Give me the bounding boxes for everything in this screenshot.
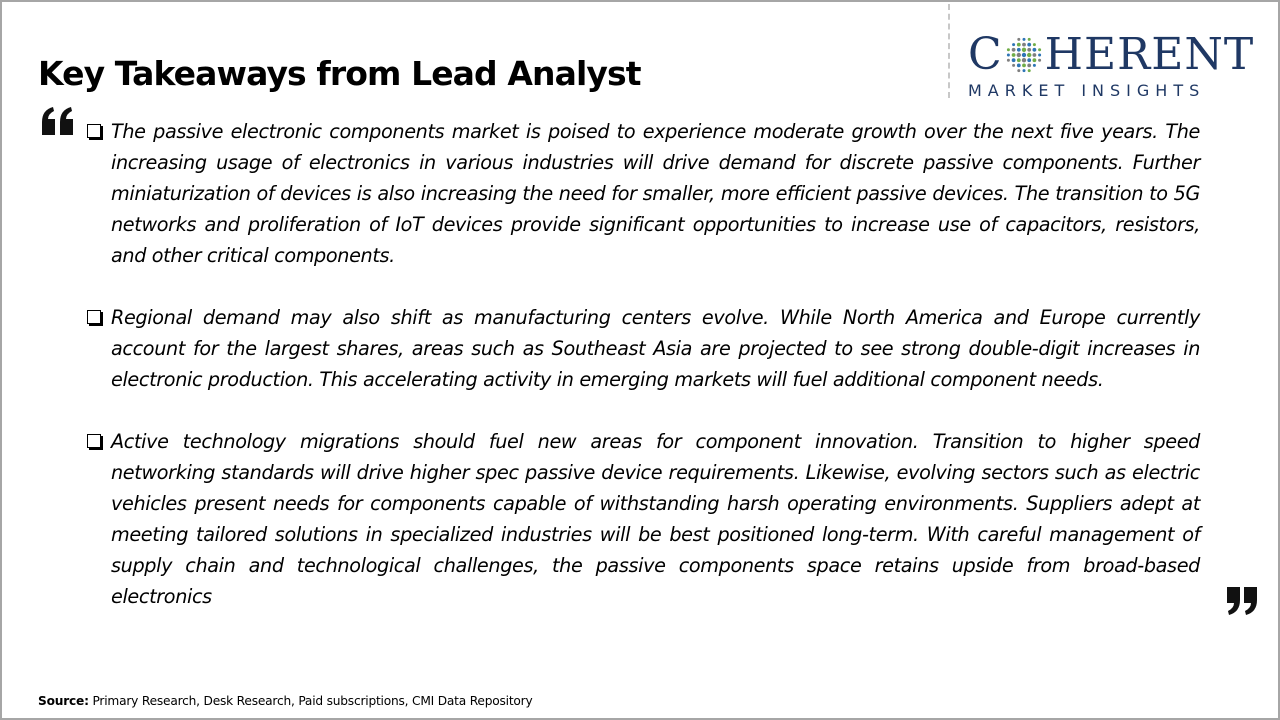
logo-dot <box>1027 53 1031 57</box>
logo-dot <box>1017 64 1021 68</box>
logo-wordmark <box>968 30 1260 80</box>
logo-divider <box>948 4 950 98</box>
logo-dot <box>1012 43 1015 46</box>
takeaway-text: The passive electronic components market is poised to experience moderate growth over the next five years. The increasing usage of electronics in various industries will drive demand for discrete passive components. Further miniaturization of devices is also increasing the need for smaller, more efficient passive devices. The transition to 5G networks and proliferation of IoT devices provide significant opportunities to increase use of capacitors, resistors, and other critical components. <box>111 120 1200 267</box>
logo-dot <box>1016 53 1020 57</box>
checkbox-bullet-icon <box>87 310 101 324</box>
source-label: Source: <box>38 694 89 708</box>
logo-dot <box>1017 69 1020 72</box>
dotted-globe-icon <box>1004 35 1044 75</box>
logo-dot <box>1017 58 1021 62</box>
logo-dot <box>1022 64 1026 68</box>
logo-dot <box>1032 58 1036 62</box>
logo-dot <box>1021 58 1025 62</box>
takeaway-text: Regional demand may also shift as manufacturing centers evolve. While North America and Europe currently account for the largest shares, areas such as Southeast Asia are projected to see strong double-digit increases in electronic production. This accelerating activity in emerging markets will fuel additional component needs. <box>111 306 1200 391</box>
page-title: Key Takeaways from Lead Analyst <box>38 54 641 94</box>
close-quote-icon <box>1224 586 1260 616</box>
logo-dot <box>1038 59 1041 62</box>
logo-dot <box>1011 58 1015 62</box>
logo-dot <box>1027 58 1031 62</box>
logo-dot <box>1027 48 1031 52</box>
logo-dot <box>1032 48 1036 52</box>
takeaway-item <box>84 302 1200 395</box>
logo-dot <box>1027 38 1030 41</box>
open-quote-icon <box>40 106 76 136</box>
logo-dot <box>1007 48 1010 51</box>
takeaway-item <box>84 426 1200 612</box>
logo-dot <box>1038 54 1041 57</box>
logo-dot <box>1012 64 1015 67</box>
logo-dot <box>1011 48 1015 52</box>
logo-dot <box>1007 54 1010 57</box>
logo-dot <box>1027 64 1031 68</box>
logo-dot <box>1027 69 1030 72</box>
logo-dot <box>1017 48 1021 52</box>
brand-logo <box>968 30 1260 100</box>
logo-dot <box>1011 53 1015 57</box>
source-text: Primary Research, Desk Research, Paid subscriptions, CMI Data Repository <box>88 694 533 708</box>
takeaways-list <box>84 116 1200 643</box>
source-note <box>38 694 533 708</box>
logo-word-end: HERENT <box>1044 29 1255 80</box>
takeaway-text: Active technology migrations should fuel new areas for component innovation. Transition to higher speed networking standards will drive higher spec passive device requirements. Likewise, evolving sectors such as electric vehicles present needs for components capable of withstanding harsh operating environments. Suppliers adept at meeting tailored solutions in specialized industries will be best positioned long-term. With careful management of supply chain and technological challenges, the passive components space retains upside from broad-based electronics <box>111 430 1200 608</box>
takeaway-item <box>84 116 1200 271</box>
logo-word-start: C <box>968 29 1003 80</box>
logo-dot <box>1038 48 1041 51</box>
checkbox-bullet-icon <box>87 124 101 138</box>
logo-dot <box>1033 64 1036 67</box>
logo-subtitle: MARKET INSIGHTS <box>968 81 1206 100</box>
logo-dot <box>1022 38 1025 41</box>
checkbox-bullet-icon <box>87 434 101 448</box>
logo-dot <box>1032 53 1036 57</box>
logo-dot <box>1022 69 1025 72</box>
logo-dot <box>1027 43 1031 47</box>
logo-dot <box>1017 38 1020 41</box>
logo-dot <box>1007 59 1010 62</box>
logo-dot <box>1033 43 1036 46</box>
logo-dot <box>1017 43 1021 47</box>
logo-dot <box>1021 48 1025 52</box>
logo-dot <box>1022 43 1026 47</box>
logo-dot <box>1021 53 1025 57</box>
